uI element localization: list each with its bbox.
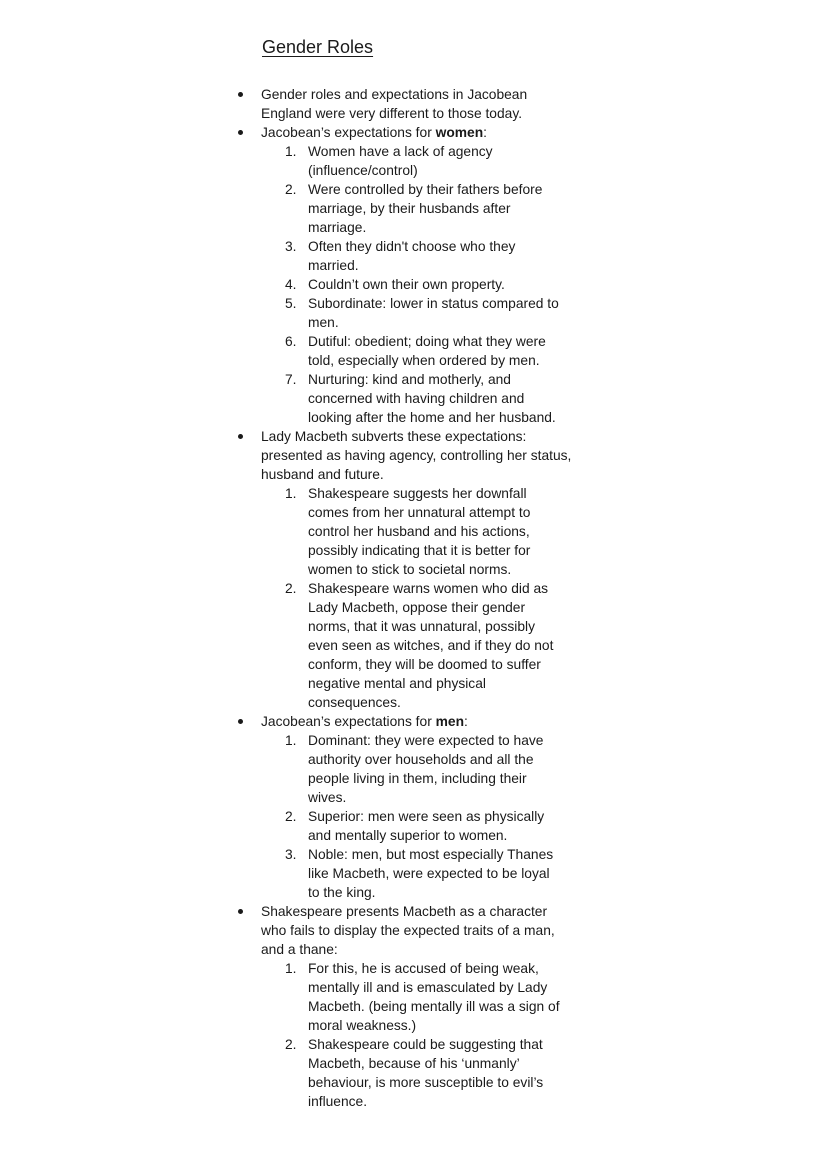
bullet-bold-text: women bbox=[435, 125, 484, 140]
list-number: 2. bbox=[285, 581, 297, 596]
list-number: 7. bbox=[285, 372, 297, 387]
bullet-text: Shakespeare presents Macbeth as a character who fails to display the expected traits of a man, and a thane: bbox=[261, 904, 555, 957]
bullet-dot-icon bbox=[238, 434, 243, 439]
numbered-list bbox=[261, 731, 576, 902]
list-item-text: Were controlled by their fathers before marriage, by their husbands after marriage. bbox=[308, 182, 543, 235]
bullet-dot-icon bbox=[238, 92, 243, 97]
bullet-item bbox=[236, 85, 576, 123]
bullet-bold-text: men bbox=[435, 714, 464, 729]
list-item bbox=[285, 579, 560, 712]
notes-content bbox=[236, 85, 576, 1111]
list-item-text: Shakespeare warns women who did as Lady Macbeth, oppose their gender norms, that it was unnatural, possibly even seen as witches, and if they do not conform, they will be doomed to suffer negative mental and physical consequences. bbox=[308, 581, 554, 710]
list-item bbox=[285, 237, 560, 275]
list-item-text: Nurturing: kind and motherly, and concerned with having children and looking after the home and her husband. bbox=[308, 372, 556, 425]
list-number: 3. bbox=[285, 847, 297, 862]
list-item-text: Shakespeare could be suggesting that Macbeth, because of his ‘unmanly’ behaviour, is more susceptible to evil’s influence. bbox=[308, 1037, 544, 1109]
list-number: 2. bbox=[285, 809, 297, 824]
list-item-text: Often they didn't choose who they married. bbox=[308, 239, 516, 273]
list-item bbox=[285, 294, 560, 332]
bullet-list bbox=[236, 85, 576, 1111]
list-number: 1. bbox=[285, 733, 297, 748]
list-item-text: Noble: men, but most especially Thanes like Macbeth, were expected to be loyal to the king. bbox=[308, 847, 554, 900]
list-item-text: Couldn’t own their own property. bbox=[308, 277, 505, 292]
page-title: Gender Roles bbox=[262, 37, 374, 57]
list-item bbox=[285, 275, 560, 294]
bullet-dot-icon bbox=[238, 130, 243, 135]
bullet-text: Jacobean’s expectations for bbox=[261, 714, 436, 729]
list-item-text: Shakespeare suggests her downfall comes from her unnatural attempt to control her husband and his actions, possibly indicating that it is better for women to stick to societal norms. bbox=[308, 486, 531, 577]
list-item-text: Women have a lack of agency (influence/control) bbox=[308, 144, 493, 178]
bullet-text: Gender roles and expectations in Jacobean England were very different to those today. bbox=[261, 87, 528, 121]
list-item bbox=[285, 959, 560, 1035]
numbered-list bbox=[261, 959, 576, 1111]
bullet-text: Jacobean’s expectations for bbox=[261, 125, 436, 140]
list-number: 2. bbox=[285, 1037, 297, 1052]
bullet-item bbox=[236, 712, 576, 902]
bullet-text: Lady Macbeth subverts these expectations: presented as having agency, controlling her status, husband and future. bbox=[261, 429, 572, 482]
list-number: 5. bbox=[285, 296, 297, 311]
list-item bbox=[285, 484, 560, 579]
list-item-text: Dominant: they were expected to have authority over households and all the people living in them, including their wives. bbox=[308, 733, 544, 805]
list-item-text: Superior: men were seen as physically and mentally superior to women. bbox=[308, 809, 545, 843]
list-item bbox=[285, 142, 560, 180]
list-item bbox=[285, 332, 560, 370]
bullet-dot-icon bbox=[238, 909, 243, 914]
list-item-text: For this, he is accused of being weak, mentally ill and is emasculated by Lady Macbeth. (being mentally ill was a sign of moral weakness.) bbox=[308, 961, 560, 1033]
list-number: 1. bbox=[285, 144, 297, 159]
list-item bbox=[285, 180, 560, 237]
list-item bbox=[285, 1035, 560, 1111]
list-item bbox=[285, 731, 560, 807]
list-number: 4. bbox=[285, 277, 297, 292]
bullet-item bbox=[236, 427, 576, 712]
list-number: 1. bbox=[285, 961, 297, 976]
list-number: 6. bbox=[285, 334, 297, 349]
bullet-item bbox=[236, 123, 576, 427]
list-item bbox=[285, 370, 560, 427]
bullet-text-suffix: : bbox=[464, 714, 468, 729]
list-item bbox=[285, 845, 560, 902]
list-item-text: Subordinate: lower in status compared to men. bbox=[308, 296, 559, 330]
numbered-list bbox=[261, 484, 576, 712]
list-number: 3. bbox=[285, 239, 297, 254]
bullet-item bbox=[236, 902, 576, 1111]
list-item bbox=[285, 807, 560, 845]
list-item-text: Dutiful: obedient; doing what they were told, especially when ordered by men. bbox=[308, 334, 546, 368]
list-number: 1. bbox=[285, 486, 297, 501]
numbered-list bbox=[261, 142, 576, 427]
bullet-text-suffix: : bbox=[483, 125, 487, 140]
list-number: 2. bbox=[285, 182, 297, 197]
bullet-dot-icon bbox=[238, 719, 243, 724]
